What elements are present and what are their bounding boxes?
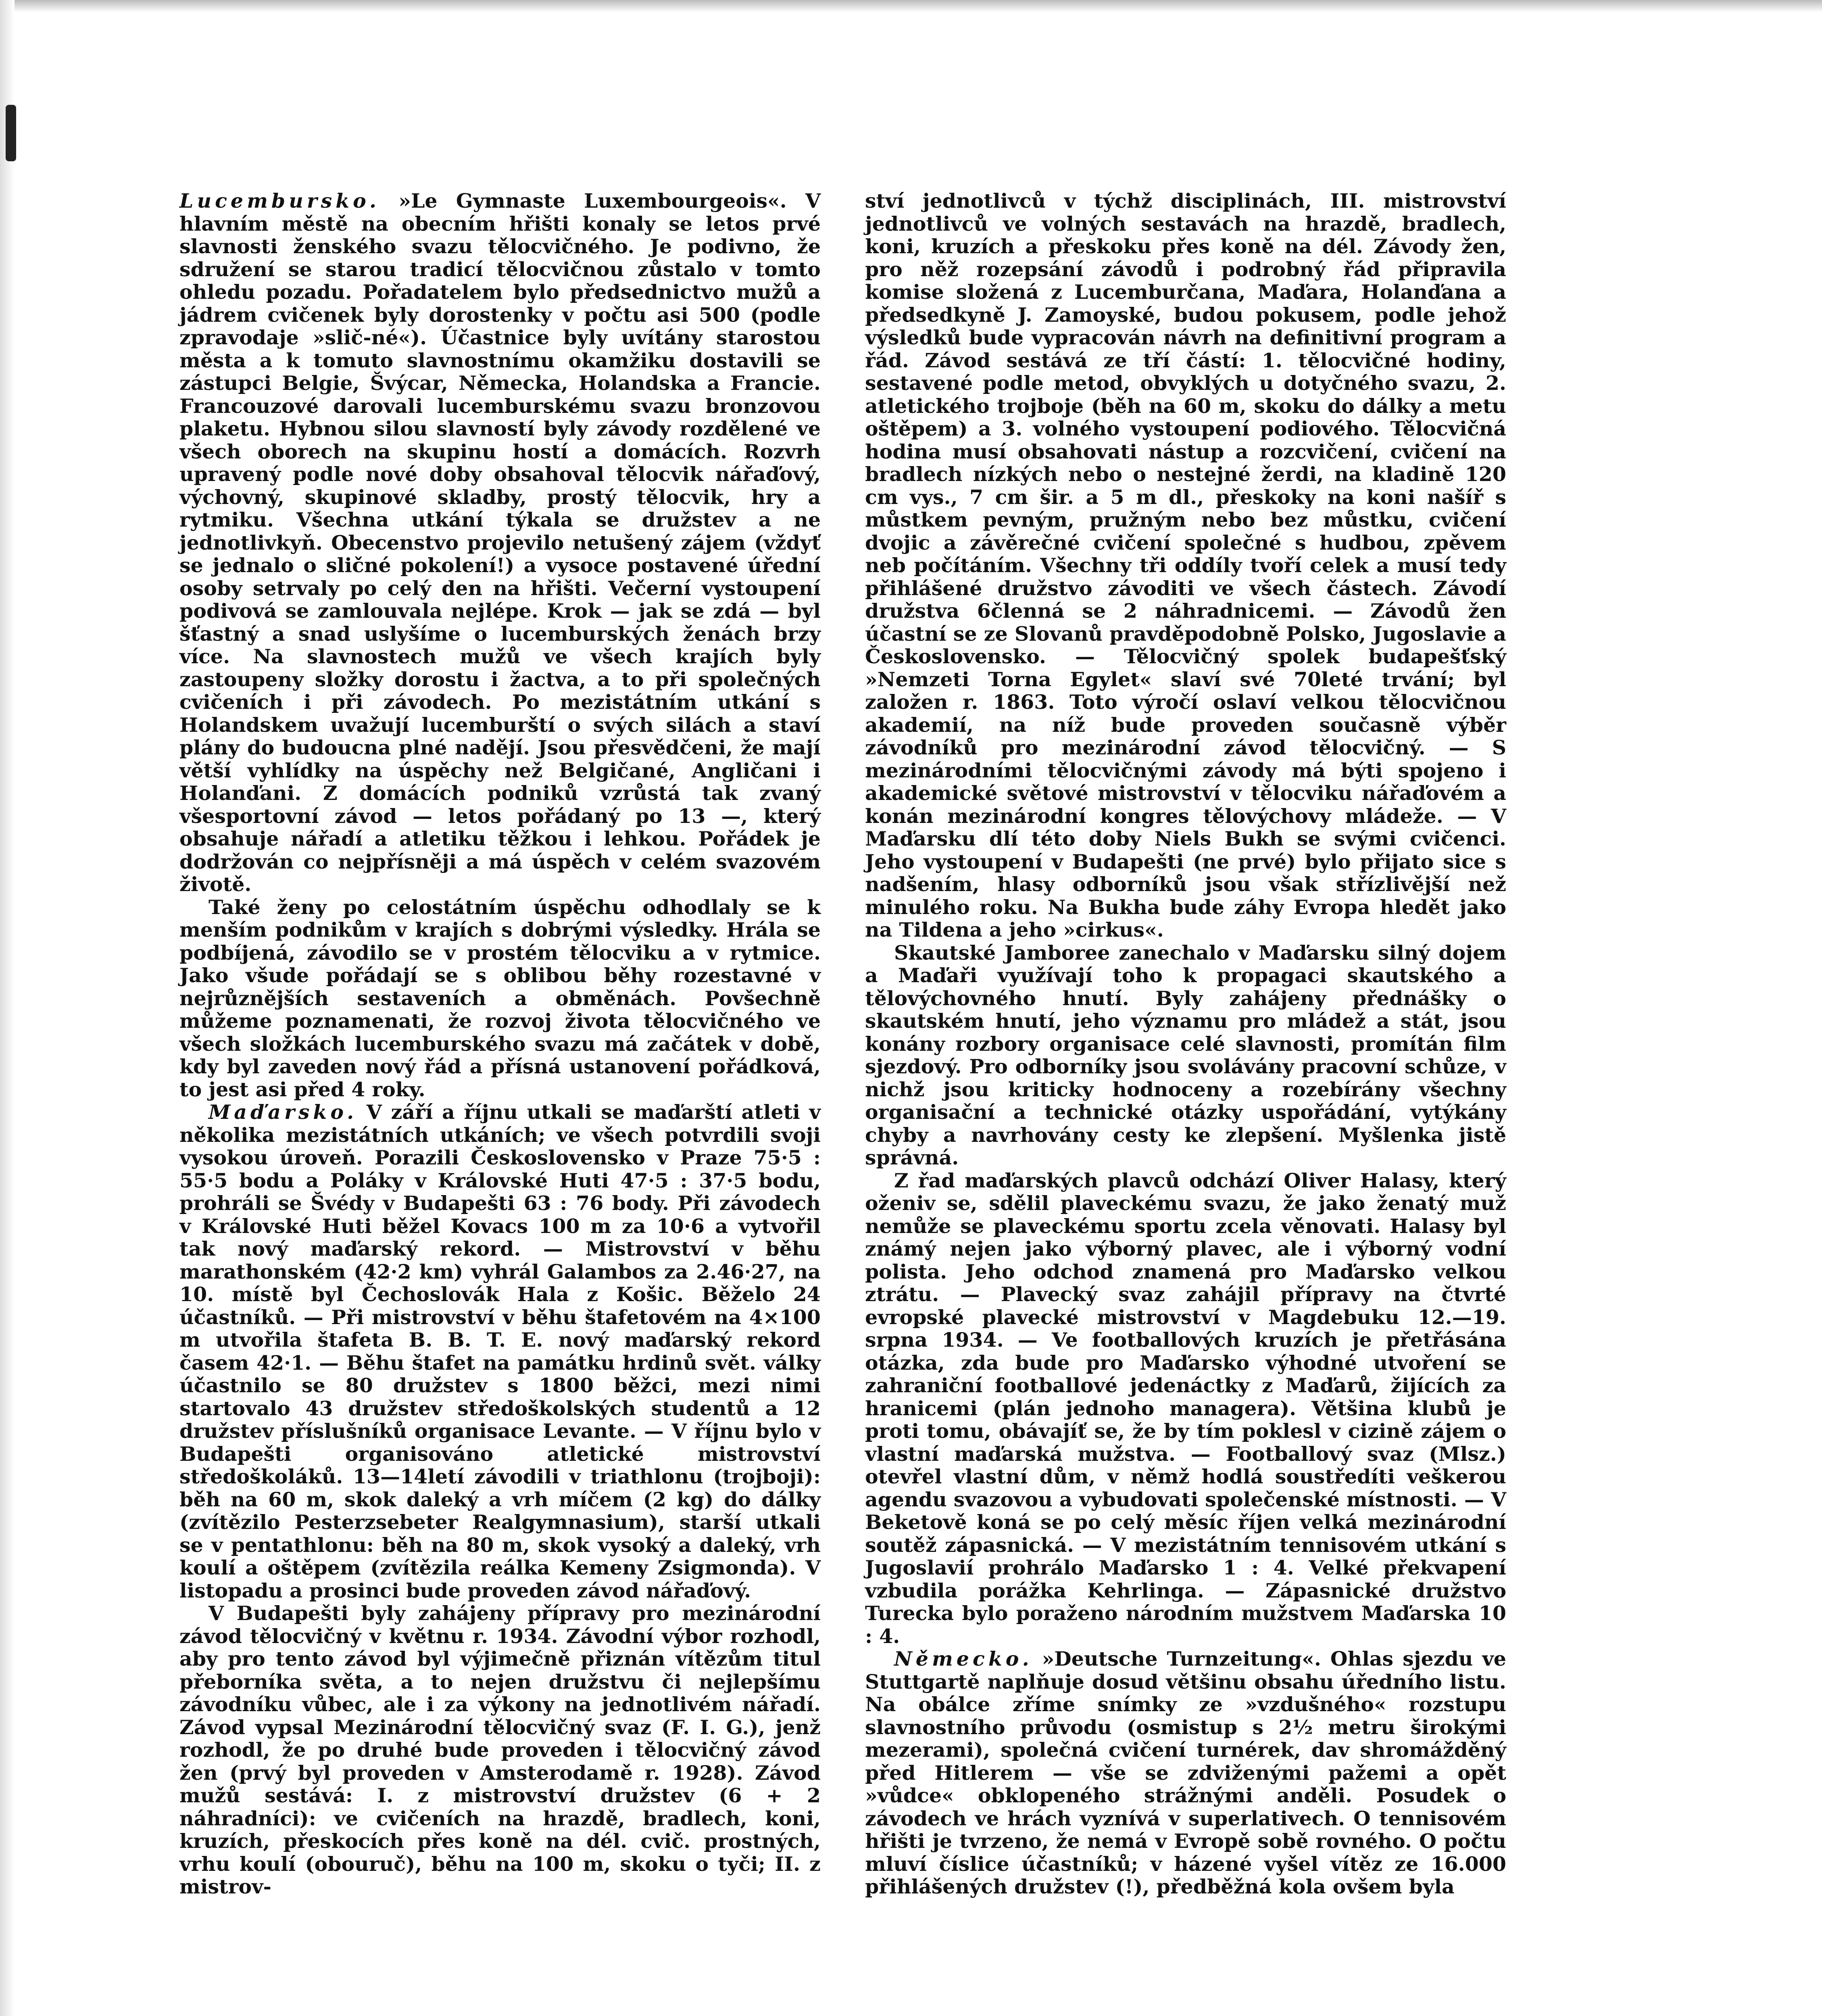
- paragraph-jamboree: [865, 941, 1506, 1169]
- paragraph-luxembourg: [179, 190, 821, 896]
- scan-mark: [6, 105, 16, 161]
- paragraph-hungary: [179, 1101, 821, 1602]
- paragraph-text: V Budapešti byly zahájeny přípravy pro mezinárodní závod tělocvičný v květnu r. 1934. Závodní výbor rozhodl, aby pro tento závod byl výjimečně přiznán vítězům titul přeborníka světa, a to nejen družstvu či nejlepšímu závodníku vůbec, ale i za výkony na jednotlivém nářadí. Závod vypsal Mezinárodní tělocvičný svaz (F. I. G.), jenž rozhodl, že po druhé bude proveden i tělocvičný závod žen (prvý byl proveden v Amsterodamě r. 1928). Závod mužů sestává: I. z mistrovství družstev (6 + 2 náhradníci): ve cvičeních na hrazdě, bradlech, koni, kruzích, přeskocích přes koně na dél. cvič. prostných, vrhu koulí (obouruč), běhu na 100 m, skoku o tyči; II. z mistrov-: [179, 1602, 821, 1898]
- paragraph-text: ství jednotlivců v týchž disciplinách, III. mistrovství jednotlivců ve volných sestavách na hrazdě, bradlech, koni, kruzích a přeskoku přes koně na dél. Závody žen, pro něž rozepsání závodů i podrobný řád připravila komise složená z Lucemburčana, Maďara, Holanďana a předsedkyně J. Zamoyské, budou pokusem, podle jehož výsledků bude vypracován návrh na definitivní program a řád. Závod sestává ze tří částí: 1. tělocvičné hodiny, sestavené podle metod, obvyklých u dotyčného svazu, 2. atletického trojboje (běh na 60 m, skoku do dálky a metu oštěpem) a 3. volného vystoupení podiového. Tělocvičná hodina musí obsahovati nástup a rozcvičení, cvičení na bradlech nízkých nebo o nestejné žerdi, na kladině 120 cm vys., 7 cm šir. a 5 m dl., přeskoky na koni našíř s můstkem pevným, pružným nebo bez můstku, cvičení dvojic a závěrečné cvičení společné s hudbou, zpěvem neb počítáním. Všechny tři oddíly tvoří celek a musí tedy přihlášené družstvo závoditi ve všech částech. Závodí družstva 6členná se 2 náhradnicemi. — Závodů žen účastní se ze Slovanů pravděpodobně Polsko, Jugoslavie a Československo. — Tělocvičný spolek budapešťský »Nemzeti Torna Egylet« slaví své 70leté trvání; byl založen r. 1863. Toto výročí oslaví velkou tělocvičnou akademií, na níž bude proveden současně výběr závodníků pro mezinárodní závod tělocvičný. — S mezinárodními tělocvičnými závody má býti spojeno i akademické světové mistrovství v tělocviku nářaďovém a konán mezinárodní kongres tělovýchovy mládeže. — V Maďarsku dlí této doby Niels Bukh se svými cvičenci. Jeho vystoupení v Budapešti (ne prvé) bylo přijato sice s nadšením, hlasy odborníků jsou však střízlivější než minulého roku. Na Bukha bude záhy Evropa hledět jako na Tildena a jeho »cirkus«.: [865, 189, 1506, 941]
- paragraph-text: V září a říjnu utkali se maďarští atleti v několika mezistátních utkáních; ve všech potvrdili svoji vysokou úroveň. Porazili Československo v Praze 75·5 : 55·5 bodu a Poláky v Královské Huti 47·5 : 37·5 bodu, prohráli se Švédy v Budapešti 63 : 76 body. Při závodech v Královské Huti běžel Kovacs 100 m za 10·6 a vytvořil tak nový maďarský rekord. — Mistrovství v běhu marathonském (42·2 km) vyhrál Galambos za 2.46·27, na 10. místě byl Čechoslovák Hala z Košic. Běželo 24 účastníků. — Při mistrovství v běhu štafetovém na 4×100 m utvořila štafeta B. B. T. E. nový maďarský rekord časem 42·1. — Běhu štafet na památku hrdinů svět. války účastnilo se 80 družstev s 1800 běžci, mezi nimi startovalo 43 družstev středoškolských studentů a 12 družstev příslušníků organisace Levante. — V říjnu bylo v Budapešti organisováno atletické mistrovství středoškoláků. 13—14letí závodili v triathlonu (trojboji): běh na 60 m, skok daleký a vrh míčem (2 kg) do dálky (zvítězilo Pesterzsebeter Realgymnasium), starší utkali se v pentathlonu: běh na 80 m, skok vysoký a daleký, vrh koulí a oštěpem (zvítězila reálka Kemeny Zsigmonda). V listopadu a prosinci bude proveden závod nářaďový.: [179, 1100, 821, 1602]
- scan-edge-left: [0, 0, 15, 2016]
- paragraph-text: »Le Gymnaste Luxembourgeois«. V hlavním městě na obecním hřišti konaly se letos prvé slavnosti ženského svazu tělocvičného. Je podivno, že sdružení se starou tradicí tělocvičnou zůstalo v tomto ohledu pozadu. Pořadatelem bylo předsednictvo mužů a jádrem cvičenek byly dorostenky v počtu asi 500 (podle zpravodaje »slič-né«). Účastnice byly uvítány starostou města a k tomuto slavnostnímu okamžiku dostavili se zástupci Belgie, Švýcar, Německa, Holandska a Francie. Francouzové darovali lucemburskému svazu bronzovou plaketu. Hybnou silou slavností byly závody rozdělené ve všech oborech na skupinu hostí a domácích. Rozvrh upravený podle nové doby obsahoval tělocvik nářaďový, výchovný, skupinové skladby, prostý tělocvik, hry a rytmiku. Všechna utkání týkala se družstev a ne jednotlivkyň. Obecenstvo projevilo netušený zájem (vždyť se jednalo o sličné pokolení!) a vysoce postavené úřední osoby setrvaly po celý den na hřišti. Večerní vystoupení podivová se zamlouvala nejlépe. Krok — jak se zdá — byl šťastný a snad uslyšíme o lucemburských ženách brzy více. Na slavnostech mužů ve všech krajích byly zastoupeny složky dorostu i žactva, a to při společných cvičeních i při závodech. Po mezistátním utkání s Holandskem uvažují lucemburští o svých silách a staví plány do budoucna plné nadějí. Jsou přesvědčeni, že mají větší vyhlídky na úspěchy než Belgičané, Angličani i Holanďani. Z domácích podniků vzrůstá tak zvaný všesportovní závod — letos pořádaný po 13 —, který obsahuje nářadí a atletiku těžkou i lehkou. Pořádek je dodržován co nejpřísněji a má úspěch v celém svazovém životě.: [179, 189, 821, 896]
- paragraph-continued: [865, 190, 1506, 941]
- section-lead: Lucembursko.: [179, 189, 380, 212]
- paragraph-germany: [865, 1647, 1506, 1898]
- paragraph-budapest: [179, 1602, 821, 1898]
- paragraph-text: Z řad maďarských plavců odchází Oliver Halasy, který oženiv se, sdělil plaveckému svazu, že jako ženatý muž nemůže se plaveckému sportu zcela věnovati. Halasy byl známý nejen jako výborný plavec, ale i výborný vodní polista. Jeho odchod znamená pro Maďarsko velkou ztrátu. — Plavecký svaz zahájil přípravy na čtvrté evropské plavecké mistrovství v Magdebuku 12.—19. srpna 1934. — Ve footballových kruzích je přetřásána otázka, zda bude pro Maďarsko výhodné utvoření se zahraniční footballové jedenáctky z Maďarů, žijících za hranicemi (plán jednoho managera). Většina klubů je proti tomu, obávajíť se, že by tím poklesl v cizině zájem o vlastní maďarská mužstva. — Footballový svaz (Mlsz.) otevřel vlastní dům, v němž hodlá soustředíti veškerou agendu svazovou a vybudovati společenské místnosti. — V Beketově koná se po celý měsíc říjen velká mezinárodní soutěž zápasnická. — V mezistátním tennisovém utkání s Jugoslavií prohrálo Maďarsko 1 : 4. Velké překvapení vzbudila porážka Kehrlinga. — Zápasnické družstvo Turecka bylo poraženo národním mužstvem Maďarska 10 : 4.: [865, 1168, 1506, 1648]
- paragraph-women: [179, 896, 821, 1101]
- section-lead: Maďarsko.: [208, 1100, 358, 1124]
- left-column: [179, 190, 821, 1898]
- paragraph-text: Skautské Jamboree zanechalo v Maďarsku silný dojem a Maďaři využívají toho k propagaci skautského a tělovýchovného hnutí. Byly zahájeny přednášky o skautském hnutí, jeho významu pro mládež a stát, jsou konány rozbory organisace celé slavnosti, promítán film sjezdový. Pro odborníky jsou svolávány pracovní schůze, v nichž jsou kriticky hodnoceny a rozebírány všechny organisační a technické otázky uspořádání, vytýkány chyby a navrhovány cesty ke zlepšení. Myšlenka jistě správná.: [865, 941, 1506, 1169]
- paragraph-swimmers: [865, 1169, 1506, 1648]
- paragraph-text: Také ženy po celostátním úspěchu odhodlaly se k menším podnikům v krajích s dobrými výsledky. Hrála se podbíjená, závodilo se v prostém tělocviku a v rytmice. Jako všude pořádají se s oblibou běhy rozestavné v nejrůznějších sestaveních a obměnách. Povšechně můžeme poznamenati, že rozvoj života tělocvičného ve všech složkách lucemburského svazu má začátek v době, kdy byl zaveden nový řád a přísná ustanovení pořádková, to jest asi před 4 roky.: [179, 895, 821, 1101]
- scan-edge-top: [0, 0, 1822, 12]
- paragraph-text: »Deutsche Turnzeitung«. Ohlas sjezdu ve Stuttgartě naplňuje dosud většinu obsahu úředního listu. Na obálce zříme snímky ze »vzdušného« rozstupu slavnostního průvodu (osmistup s 2½ metru širokými mezerami), společná cvičení turnérek, dav shromážděný před Hitlerem — vše se zdviženými pažemi a opět »vůdce« obklopeného strážnými anděli. Posudek o závodech ve hrách vyznívá v superlativech. O tennisovém hřišti je tvrzeno, že nemá v Evropě sobě rovného. O počtu mluví číslice účastníků; v házené vyšel vítěz ze 16.000 přihlášených družstev (!), předběžná kola ovšem byla: [865, 1647, 1506, 1898]
- right-column: [865, 190, 1506, 1898]
- section-lead: Německo.: [894, 1647, 1033, 1670]
